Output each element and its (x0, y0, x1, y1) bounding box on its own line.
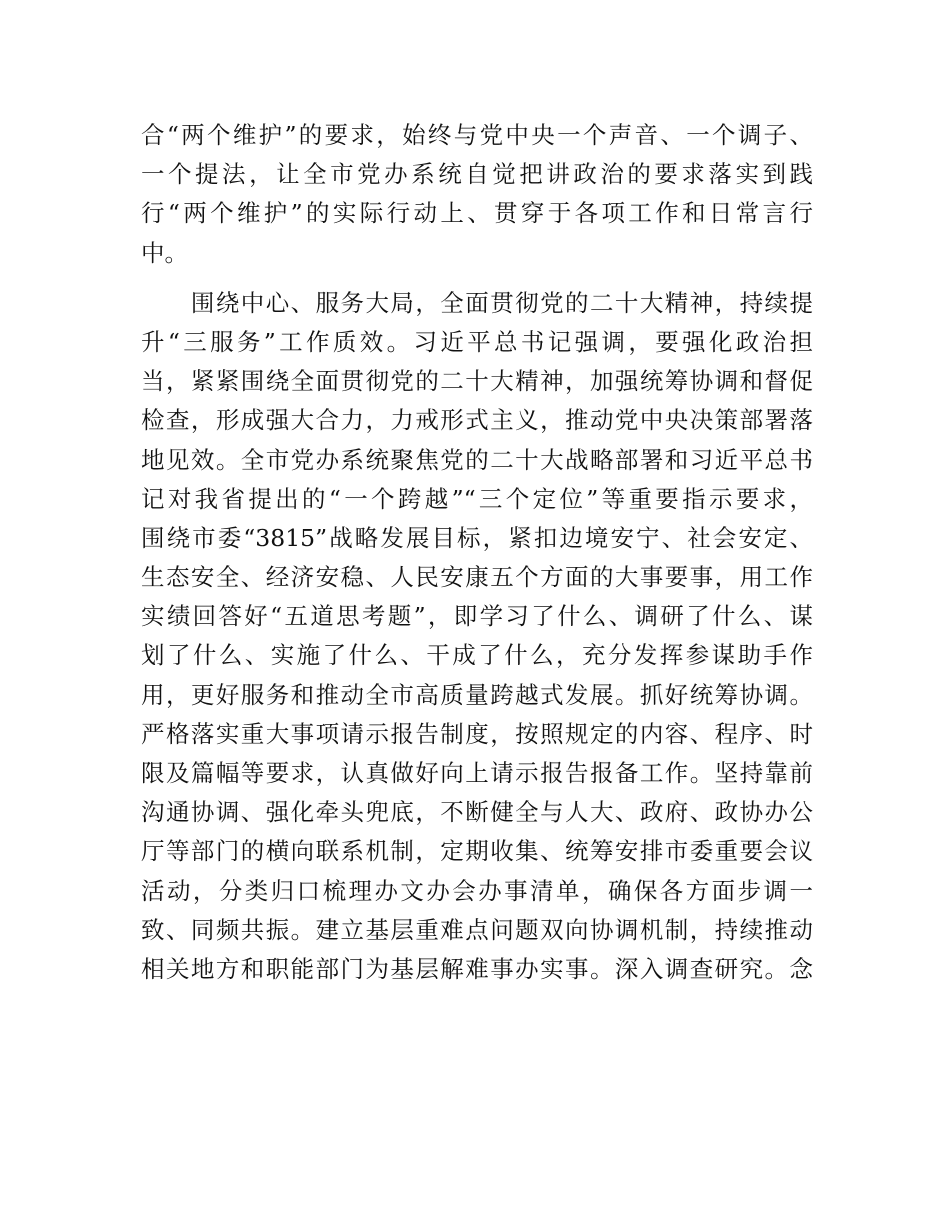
text-line: 生态安全、经济安稳、人民安康五个方面的大事要事，用工作 (141, 563, 813, 592)
text-line: 致、同频共振。建立基层重难点问题双向协调机制，持续推动 (141, 915, 813, 944)
text-line: 记对我省提出的“一个跨越”“三个定位”等重要指示要求， (141, 484, 813, 513)
text-line: 严格落实重大事项请示报告制度，按照规定的内容、程序、时 (141, 719, 813, 748)
text-line: 划了什么、实施了什么、干成了什么，充分发挥参谋助手作 (141, 641, 813, 670)
text-line: 用，更好服务和推动全市高质量跨越式发展。抓好统筹协调。 (141, 680, 813, 709)
text-line: 中。 (141, 238, 188, 267)
paragraph-2 (141, 284, 813, 989)
text-line: 地见效。全市党办系统聚焦党的二十大战略部署和习近平总书 (141, 445, 813, 474)
text-line: 活动，分类归口梳理办文办会办事清单，确保各方面步调一 (141, 876, 813, 905)
text-line: 当，紧紧围绕全面贯彻党的二十大精神，加强统筹协调和督促 (141, 367, 813, 396)
text-line: 围绕市委“3815”战略发展目标，紧扣边境安宁、社会安定、 (141, 523, 813, 552)
text-line: 围绕中心、服务大局，全面贯彻党的二十大精神，持续提 (141, 288, 813, 317)
text-line: 限及篇幅等要求，认真做好向上请示报告报备工作。坚持靠前 (141, 759, 813, 787)
text-line: 合“两个维护”的要求，始终与党中央一个声音、一个调子、 (141, 121, 813, 149)
paragraph-gap (141, 273, 813, 284)
paragraph-1 (141, 116, 813, 273)
text-line: 行“两个维护”的实际行动上、贯穿于各项工作和日常言行 (141, 199, 813, 228)
text-line: 实绩回答好“五道思考题”，即学习了什么、调研了什么、谋 (141, 602, 813, 631)
text-line: 升“三服务”工作质效。习近平总书记强调，要强化政治担 (141, 327, 813, 356)
text-line: 一个提法，让全市党办系统自觉把讲政治的要求落实到践 (141, 160, 813, 189)
text-line: 检查，形成强大合力，力戒形式主义，推动党中央决策部署落 (141, 406, 813, 435)
text-line: 厅等部门的横向联系机制，定期收集、统筹安排市委重要会议 (141, 837, 813, 866)
body-text (141, 116, 813, 989)
text-line: 相关地方和职能部门为基层解难事办实事。深入调查研究。念 (141, 954, 813, 983)
text-line: 沟通协调、强化牵头兜底，不断健全与人大、政府、政协办公 (141, 798, 813, 827)
